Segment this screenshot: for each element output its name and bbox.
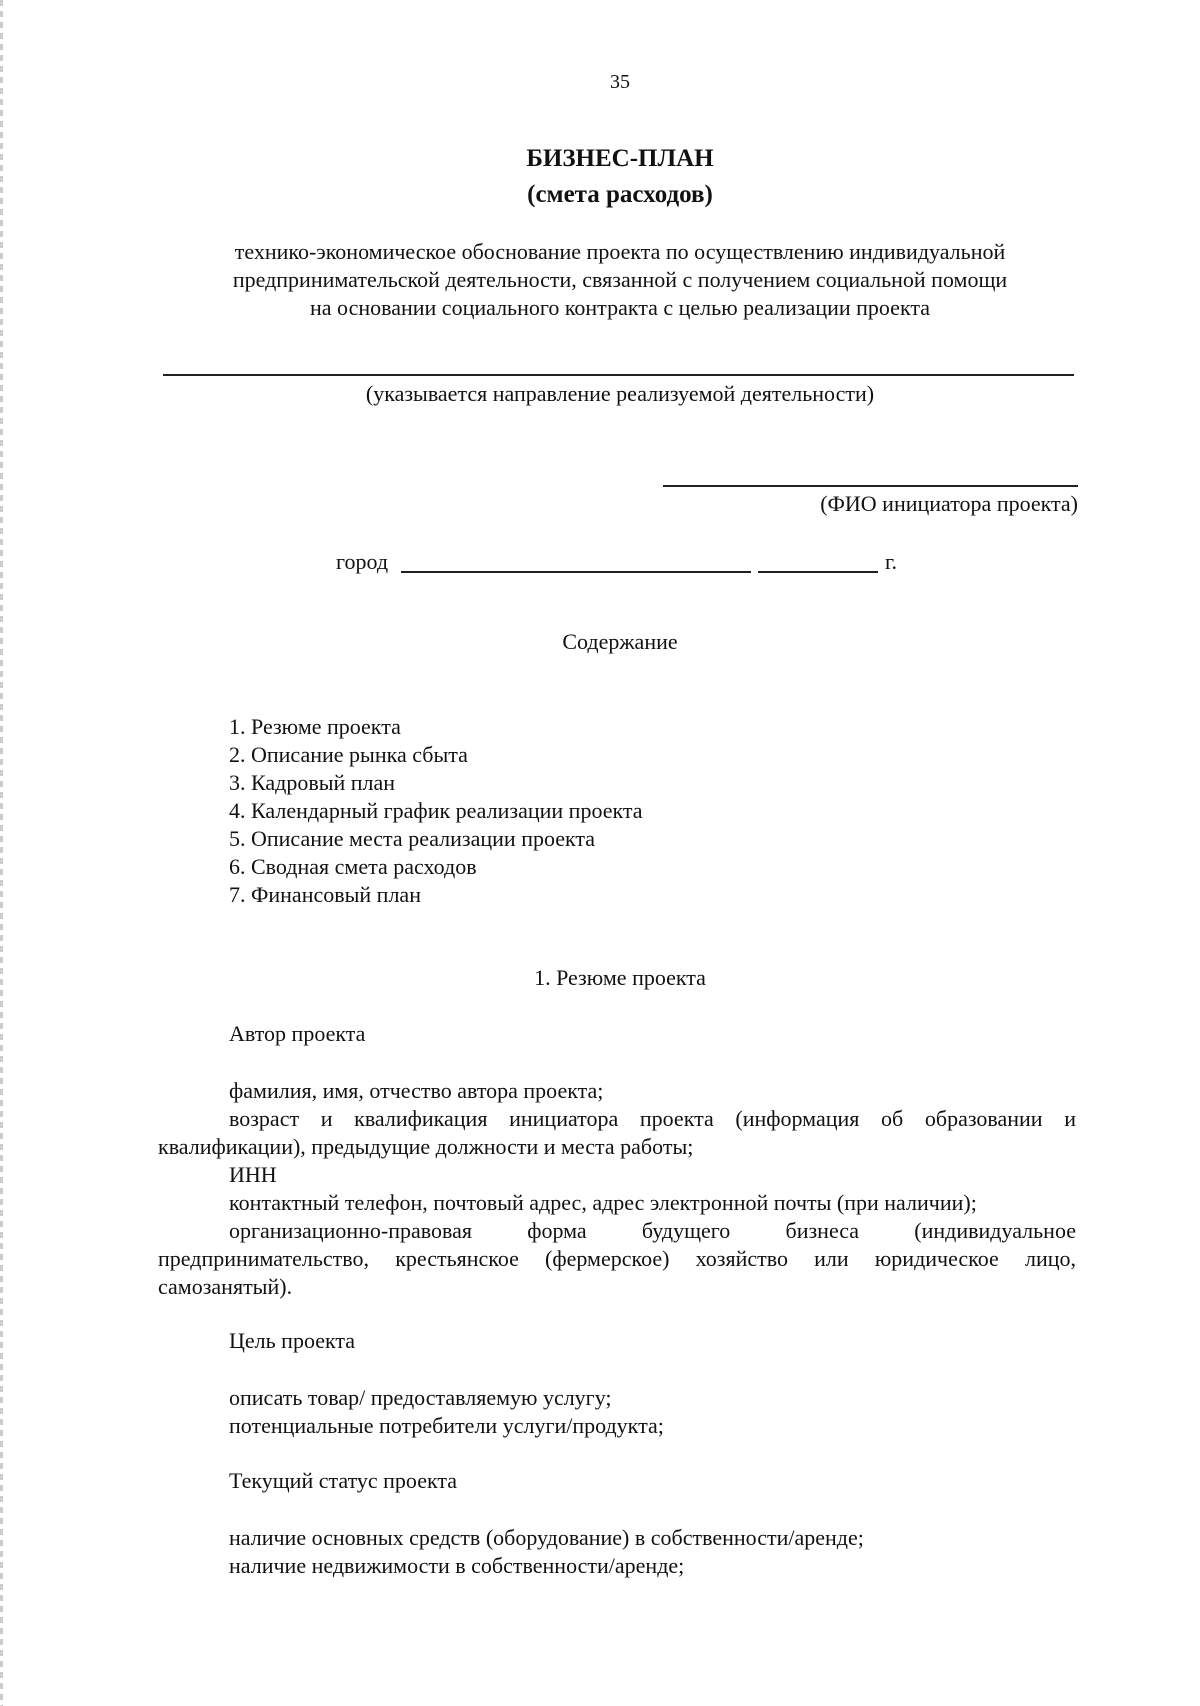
contents-item: 1. Резюме проекта bbox=[229, 714, 401, 739]
contents-item: 5. Описание места реализации проекта bbox=[229, 826, 596, 851]
author-form-line-2: предпринимательство, крестьянское (фермерское) хозяйство или юридическое лицо, bbox=[158, 1246, 1076, 1271]
author-form-line-3: самозанятый). bbox=[158, 1274, 293, 1299]
contents-item: 2. Описание рынка сбыта bbox=[229, 742, 468, 767]
intro-line-2: предпринимательской деятельности, связанной с получением социальной помощи bbox=[232, 267, 1008, 292]
status-item: наличие основных средств (оборудование) в собственности/аренде; bbox=[229, 1525, 864, 1550]
author-inn: ИНН bbox=[229, 1162, 277, 1187]
author-form-line-1: организационно-правовая форма будущего бизнеса (индивидуальное bbox=[229, 1218, 1076, 1243]
author-heading: Автор проекта bbox=[229, 1021, 366, 1046]
intro-line-1: технико-экономическое обоснование проекта по осуществлению индивидуальной bbox=[234, 239, 1006, 264]
contents-item: 7. Финансовый план bbox=[229, 882, 421, 907]
section-1-title: 1. Резюме проекта bbox=[534, 965, 706, 990]
contents-title: Содержание bbox=[562, 629, 678, 654]
author-age-line-1: возраст и квалификация инициатора проекта (информация об образовании и bbox=[229, 1106, 1076, 1131]
document-title: БИЗНЕС-ПЛАН bbox=[526, 145, 714, 172]
goal-item: описать товар/ предоставляемую услугу; bbox=[229, 1385, 612, 1410]
author-contacts: контактный телефон, почтовый адрес, адрес электронной почты (при наличии); bbox=[229, 1190, 977, 1215]
contents-item: 6. Сводная смета расходов bbox=[229, 854, 477, 879]
author-fio: фамилия, имя, отчество автора проекта; bbox=[229, 1078, 604, 1103]
direction-caption: (указывается направление реализуемой деятельности) bbox=[365, 381, 875, 406]
status-heading: Текущий статус проекта bbox=[229, 1468, 458, 1493]
year-suffix: г. bbox=[885, 549, 898, 574]
city-label: город bbox=[336, 549, 389, 574]
status-item: наличие недвижимости в собственности/аренде; bbox=[229, 1553, 685, 1578]
initiator-caption: (ФИО инициатора проекта) bbox=[820, 491, 1078, 516]
contents-list bbox=[229, 713, 643, 909]
document-subtitle: (смета расходов) bbox=[527, 181, 713, 208]
date-line bbox=[758, 571, 878, 573]
contents-item: 4. Календарный график реализации проекта bbox=[229, 798, 643, 823]
intro-line-3: на основании социального контракта с целью реализации проекта bbox=[310, 295, 930, 320]
page-number: 35 bbox=[610, 71, 630, 93]
contents-item: 3. Кадровый план bbox=[229, 770, 396, 795]
city-line bbox=[401, 571, 751, 573]
initiator-line bbox=[663, 485, 1078, 487]
goal-heading: Цель проекта bbox=[229, 1328, 356, 1353]
goal-item: потенциальные потребители услуги/продукта; bbox=[229, 1413, 664, 1438]
direction-line bbox=[163, 374, 1074, 376]
author-age-line-2: квалификации), предыдущие должности и места работы; bbox=[158, 1134, 694, 1159]
